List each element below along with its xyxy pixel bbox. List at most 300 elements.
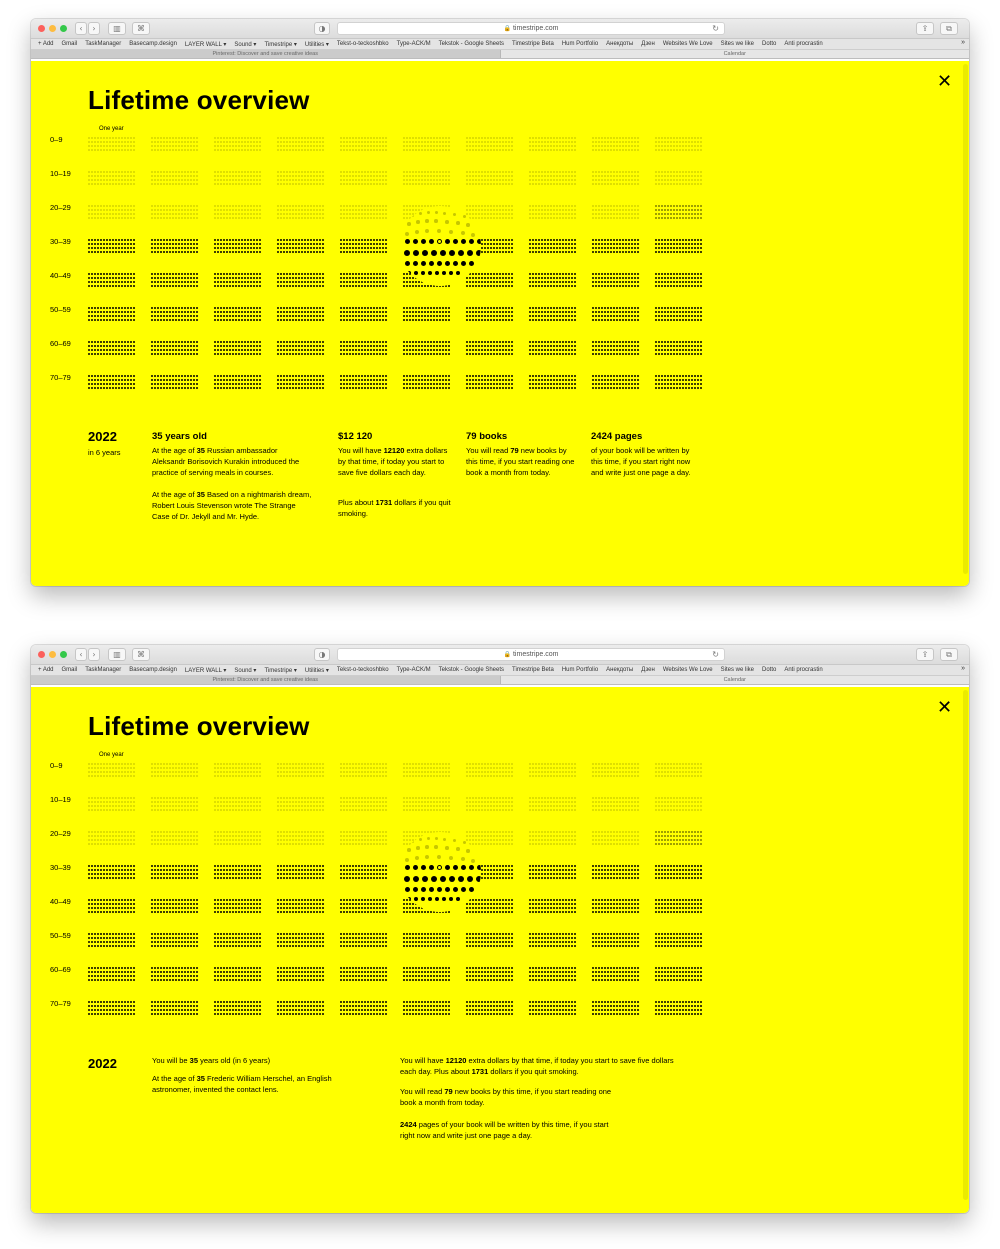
lock-icon: 🔒	[503, 652, 511, 658]
pages-text: of your book will be written by this time, if you start right now and write just one page a day.	[591, 446, 691, 477]
year-cell[interactable]	[592, 797, 639, 821]
week-dot[interactable]	[437, 865, 442, 870]
year-cell[interactable]	[529, 341, 576, 365]
year-cell[interactable]	[655, 797, 702, 821]
year-cell[interactable]	[214, 205, 261, 229]
year-cell[interactable]	[592, 171, 639, 195]
year-cell[interactable]	[655, 137, 702, 161]
week-dot[interactable]	[456, 897, 460, 901]
year-cell[interactable]	[340, 171, 387, 195]
year-cell[interactable]	[277, 763, 324, 787]
year-cell[interactable]	[592, 137, 639, 161]
year-cell[interactable]	[88, 239, 135, 263]
privacy-shield-icon[interactable]: ◑	[314, 648, 330, 661]
year-cell[interactable]	[592, 341, 639, 365]
week-dot[interactable]	[440, 876, 446, 882]
year-cell[interactable]	[529, 205, 576, 229]
year-cell[interactable]	[88, 1001, 135, 1025]
year-cell[interactable]	[88, 797, 135, 821]
week-dot[interactable]	[477, 239, 481, 244]
year-cell[interactable]	[466, 171, 513, 195]
week-dot[interactable]	[461, 261, 466, 266]
year-cell[interactable]	[592, 763, 639, 787]
bookmark-item[interactable]: LAYER WALL ▾	[184, 667, 227, 674]
year-cell[interactable]	[655, 763, 702, 787]
week-dot[interactable]	[453, 261, 458, 266]
year-cell[interactable]	[529, 831, 576, 855]
week-dot[interactable]	[421, 897, 425, 901]
year-cell[interactable]	[214, 171, 261, 195]
week-dot[interactable]	[421, 865, 426, 870]
week-dot[interactable]	[469, 239, 474, 244]
year-cell[interactable]	[340, 205, 387, 229]
week-dot[interactable]	[413, 887, 418, 892]
week-dot[interactable]	[429, 261, 434, 266]
year-cell[interactable]	[88, 375, 135, 399]
new-tab-button[interactable]: ⧉	[940, 648, 958, 661]
back-button[interactable]: ‹	[75, 22, 87, 35]
year-cell[interactable]	[403, 763, 450, 787]
bookmark-item[interactable]: Hum Portfolio	[561, 667, 599, 673]
week-dot[interactable]	[429, 865, 434, 870]
week-dot[interactable]	[449, 897, 453, 901]
year-cell[interactable]	[88, 899, 135, 923]
bookmark-item[interactable]: Dotto	[762, 41, 777, 47]
week-dot[interactable]	[453, 887, 458, 892]
year-cell[interactable]	[403, 137, 450, 161]
year-cell[interactable]	[403, 375, 450, 399]
year-cell[interactable]	[466, 137, 513, 161]
bookmark-item[interactable]: Type-ACK/M	[396, 667, 431, 673]
week-dot[interactable]	[445, 239, 450, 244]
year-cell[interactable]	[529, 273, 576, 297]
week-dot[interactable]	[469, 887, 474, 892]
year-cell[interactable]	[277, 899, 324, 923]
year-cell[interactable]	[466, 341, 513, 365]
year-cell[interactable]	[340, 375, 387, 399]
year-cell[interactable]	[151, 307, 198, 331]
week-dot[interactable]	[407, 271, 411, 275]
bookmark-item[interactable]: Tekstok - Google Sheets	[438, 667, 505, 673]
week-dot[interactable]	[449, 271, 453, 275]
bookmark-item[interactable]: Timestripe ▾	[264, 667, 297, 674]
week-dot[interactable]	[421, 261, 426, 266]
forward-button[interactable]: ›	[88, 22, 100, 35]
year-cell[interactable]	[151, 967, 198, 991]
bookmark-item[interactable]: Tekst-o-teckoshbko	[336, 41, 389, 47]
minimize-window-icon[interactable]	[49, 25, 56, 32]
week-dot[interactable]	[469, 261, 474, 266]
year-cell[interactable]	[655, 967, 702, 991]
year-cell[interactable]	[655, 865, 702, 889]
year-cell[interactable]	[529, 307, 576, 331]
week-dot[interactable]	[449, 250, 455, 256]
year-cell[interactable]	[277, 307, 324, 331]
bookmark-item[interactable]: Dotto	[762, 667, 777, 673]
week-dot[interactable]	[414, 897, 418, 901]
year-cell[interactable]	[88, 865, 135, 889]
week-dot[interactable]	[477, 865, 481, 870]
year-cell[interactable]	[340, 933, 387, 957]
week-dot[interactable]	[413, 250, 419, 256]
year-cell[interactable]	[655, 831, 702, 855]
year-cell[interactable]	[655, 899, 702, 923]
year-cell[interactable]	[277, 1001, 324, 1025]
week-dot[interactable]	[422, 876, 428, 882]
year-cell[interactable]	[151, 341, 198, 365]
year-cell[interactable]	[655, 171, 702, 195]
bookmark-item[interactable]: Timestripe ▾	[264, 41, 297, 48]
week-dot[interactable]	[414, 271, 418, 275]
year-cell[interactable]	[214, 831, 261, 855]
bookmark-item[interactable]: Sites we like	[720, 41, 754, 47]
year-cell[interactable]	[466, 273, 513, 297]
year-cell[interactable]	[151, 171, 198, 195]
year-cell[interactable]	[214, 137, 261, 161]
week-dot[interactable]	[461, 887, 466, 892]
year-cell[interactable]	[592, 273, 639, 297]
bookmark-item[interactable]: Utilities ▾	[304, 667, 329, 674]
year-cell[interactable]	[151, 831, 198, 855]
tab-pinterest[interactable]: Pinterest: Discover and save creative ideas	[31, 50, 501, 58]
year-cell[interactable]	[151, 1001, 198, 1025]
year-cell[interactable]	[214, 967, 261, 991]
year-cell[interactable]	[214, 899, 261, 923]
year-cell[interactable]	[592, 967, 639, 991]
reload-icon[interactable]: ↻	[712, 24, 719, 33]
year-cell[interactable]	[214, 341, 261, 365]
year-cell[interactable]	[277, 375, 324, 399]
year-cell[interactable]	[403, 1001, 450, 1025]
week-dot[interactable]	[437, 887, 442, 892]
privacy-shield-icon[interactable]: ◑	[314, 22, 330, 35]
week-dot[interactable]	[445, 261, 450, 266]
year-cell[interactable]	[340, 307, 387, 331]
year-cell[interactable]	[466, 967, 513, 991]
week-dot[interactable]	[405, 261, 410, 266]
week-dot[interactable]	[467, 250, 473, 256]
week-dot[interactable]	[431, 876, 437, 882]
year-cell[interactable]	[151, 137, 198, 161]
year-cell[interactable]	[466, 307, 513, 331]
bookmarks-overflow-icon[interactable]: »	[958, 39, 965, 46]
year-cell[interactable]	[214, 865, 261, 889]
year-cell[interactable]	[403, 797, 450, 821]
year-cell[interactable]	[592, 899, 639, 923]
bookmark-item[interactable]: Basecamp.design	[129, 667, 177, 673]
week-dot[interactable]	[405, 239, 410, 244]
year-cell[interactable]	[529, 171, 576, 195]
bookmark-item[interactable]: Anti procrastin	[784, 41, 823, 47]
week-dot[interactable]	[404, 250, 410, 256]
year-cell[interactable]	[529, 763, 576, 787]
year-cell[interactable]	[340, 899, 387, 923]
year-cell[interactable]	[277, 239, 324, 263]
week-dot[interactable]	[428, 271, 432, 275]
year-cell[interactable]	[592, 1001, 639, 1025]
year-cell[interactable]	[340, 1001, 387, 1025]
url-text: timestripe.com	[512, 25, 559, 32]
bookmark-item[interactable]: Websites We Love	[662, 41, 713, 47]
year-cell[interactable]	[88, 341, 135, 365]
sidebar-button[interactable]: ▥	[108, 648, 126, 661]
year-cell[interactable]	[277, 137, 324, 161]
bookmark-item[interactable]: Anti procrastin	[784, 667, 823, 673]
week-dot[interactable]	[476, 876, 481, 882]
bookmark-item[interactable]: Utilities ▾	[304, 41, 329, 48]
year-cell[interactable]	[214, 273, 261, 297]
year-cell[interactable]	[88, 273, 135, 297]
week-dot	[463, 215, 466, 218]
bookmark-item[interactable]: Type-ACK/M	[396, 41, 431, 47]
bookmark-item[interactable]: LAYER WALL ▾	[184, 41, 227, 48]
year-cell[interactable]	[340, 341, 387, 365]
week-dot[interactable]	[445, 887, 450, 892]
extension-button[interactable]: ⌘	[132, 648, 150, 661]
close-icon[interactable]: ✕	[937, 71, 953, 92]
week-dot[interactable]	[405, 865, 410, 870]
tab-calendar[interactable]: Calendar	[501, 50, 970, 58]
year-cell[interactable]	[88, 307, 135, 331]
reload-icon[interactable]: ↻	[712, 650, 719, 659]
year-cell[interactable]	[655, 239, 702, 263]
week-dot[interactable]	[445, 865, 450, 870]
year-cell[interactable]	[592, 375, 639, 399]
week-dot[interactable]	[461, 865, 466, 870]
year-cell[interactable]	[88, 171, 135, 195]
year-cell[interactable]	[277, 933, 324, 957]
year-cell[interactable]	[214, 307, 261, 331]
week-dot[interactable]	[428, 897, 432, 901]
year-cell[interactable]	[151, 865, 198, 889]
week-dot[interactable]	[413, 876, 419, 882]
year-cell[interactable]	[151, 205, 198, 229]
year-cell[interactable]	[529, 375, 576, 399]
bookmarks-overflow-icon[interactable]: »	[958, 665, 965, 672]
year-cell[interactable]	[655, 307, 702, 331]
year-cell[interactable]	[151, 239, 198, 263]
year-cell[interactable]	[592, 933, 639, 957]
year-cell[interactable]	[466, 1001, 513, 1025]
year-cell[interactable]	[655, 375, 702, 399]
week-dot	[443, 212, 446, 215]
year-cell[interactable]	[655, 205, 702, 229]
week-dot[interactable]	[458, 250, 464, 256]
week-dot[interactable]	[421, 271, 425, 275]
bookmark-item[interactable]: Basecamp.design	[129, 41, 177, 47]
year-cell[interactable]	[403, 933, 450, 957]
week-dot[interactable]	[421, 887, 426, 892]
week-dot[interactable]	[453, 865, 458, 870]
new-tab-button[interactable]: ⧉	[940, 22, 958, 35]
week-dot[interactable]	[431, 250, 437, 256]
week-dot[interactable]	[435, 897, 439, 901]
year-cell[interactable]	[655, 933, 702, 957]
year-cell[interactable]	[466, 797, 513, 821]
year-cell[interactable]	[340, 273, 387, 297]
close-window-icon[interactable]	[38, 25, 45, 32]
bookmark-item[interactable]: Timestripe Beta	[512, 41, 554, 47]
close-window-icon[interactable]	[38, 651, 45, 658]
year-cell[interactable]	[466, 899, 513, 923]
year-cell[interactable]	[151, 797, 198, 821]
year-cell[interactable]	[214, 933, 261, 957]
week-dot[interactable]	[404, 876, 410, 882]
year-cell[interactable]	[592, 831, 639, 855]
zoom-window-icon[interactable]	[60, 651, 67, 658]
year-cell[interactable]	[214, 239, 261, 263]
year-cell[interactable]	[88, 933, 135, 957]
year-cell[interactable]	[529, 797, 576, 821]
year-cell[interactable]	[529, 933, 576, 957]
week-dot[interactable]	[413, 239, 418, 244]
bookmark-item[interactable]: Hum Portfolio	[561, 41, 599, 47]
week-dot[interactable]	[405, 887, 410, 892]
scrollbar[interactable]	[963, 64, 968, 574]
week-dot[interactable]	[413, 261, 418, 266]
bookmark-item[interactable]: Дзен	[641, 41, 655, 47]
year-cell[interactable]	[88, 763, 135, 787]
week-dot[interactable]	[413, 865, 418, 870]
week-dot	[453, 839, 456, 842]
bookmark-item[interactable]: Gmail	[61, 41, 78, 47]
bookmark-item[interactable]: + Add	[38, 667, 54, 673]
bookmark-item[interactable]: Sound ▾	[234, 41, 257, 48]
year-cell[interactable]	[529, 1001, 576, 1025]
forward-button[interactable]: ›	[88, 648, 100, 661]
week-dot[interactable]	[421, 239, 426, 244]
bookmark-item[interactable]: Анекдоты	[606, 667, 634, 673]
minimize-window-icon[interactable]	[49, 651, 56, 658]
year-cell[interactable]	[592, 239, 639, 263]
year-cell[interactable]	[88, 967, 135, 991]
share-button[interactable]: ⇪	[916, 22, 934, 35]
bookmark-item[interactable]: Tekstok - Google Sheets	[438, 41, 505, 47]
share-button[interactable]: ⇪	[916, 648, 934, 661]
year-cell[interactable]	[592, 865, 639, 889]
bookmark-item[interactable]: TaskManager	[85, 667, 122, 673]
year-cell[interactable]	[277, 865, 324, 889]
year-cell[interactable]	[277, 797, 324, 821]
week-dot[interactable]	[456, 271, 460, 275]
year-cell[interactable]	[529, 899, 576, 923]
week-dot[interactable]	[435, 271, 439, 275]
year-cell[interactable]	[214, 797, 261, 821]
year-cell[interactable]	[529, 967, 576, 991]
year-cell[interactable]	[88, 205, 135, 229]
bookmark-item[interactable]: Дзен	[641, 667, 655, 673]
year-cell[interactable]	[340, 967, 387, 991]
week-dot[interactable]	[429, 887, 434, 892]
year-cell[interactable]	[88, 137, 135, 161]
bookmark-item[interactable]: TaskManager	[85, 41, 122, 47]
week-dot[interactable]	[442, 897, 446, 901]
year-cell[interactable]	[277, 831, 324, 855]
year-cell[interactable]	[403, 967, 450, 991]
year-cell[interactable]	[403, 341, 450, 365]
extension-button[interactable]: ⌘	[132, 22, 150, 35]
year-cell[interactable]	[340, 865, 387, 889]
bookmark-item[interactable]: Gmail	[61, 667, 78, 673]
year-cell[interactable]	[466, 375, 513, 399]
year-cell[interactable]	[277, 171, 324, 195]
year-cell[interactable]	[403, 171, 450, 195]
week-dot[interactable]	[467, 876, 473, 882]
tab-calendar[interactable]: Calendar	[501, 676, 970, 684]
year-cell[interactable]	[214, 1001, 261, 1025]
week-dot[interactable]	[429, 239, 434, 244]
week-dot[interactable]	[422, 250, 428, 256]
bookmark-item[interactable]: Timestripe Beta	[512, 667, 554, 673]
week-dot[interactable]	[449, 876, 455, 882]
week-dot[interactable]	[476, 250, 481, 256]
year-cell[interactable]	[277, 273, 324, 297]
week-dot[interactable]	[437, 261, 442, 266]
year-cell[interactable]	[655, 341, 702, 365]
close-icon[interactable]: ✕	[937, 697, 953, 718]
week-dot[interactable]	[437, 239, 442, 244]
year-cell[interactable]	[340, 831, 387, 855]
year-cell[interactable]	[340, 797, 387, 821]
bookmark-item[interactable]: Websites We Love	[662, 667, 713, 673]
year-cell[interactable]	[340, 239, 387, 263]
year-cell[interactable]	[214, 375, 261, 399]
back-button[interactable]: ‹	[75, 648, 87, 661]
year-cell[interactable]	[466, 763, 513, 787]
bookmark-item[interactable]: Tekst-o-teckoshbko	[336, 667, 389, 673]
sidebar-button[interactable]: ▥	[108, 22, 126, 35]
week-dot[interactable]	[442, 271, 446, 275]
year-cell[interactable]	[655, 1001, 702, 1025]
year-cell[interactable]	[403, 307, 450, 331]
address-bar[interactable]	[337, 22, 725, 35]
week-dot[interactable]	[453, 239, 458, 244]
address-bar[interactable]	[337, 648, 725, 661]
scrollbar[interactable]	[963, 690, 968, 1200]
bookmark-item[interactable]: Sound ▾	[234, 667, 257, 674]
year-cell[interactable]	[151, 375, 198, 399]
year-cell[interactable]	[277, 967, 324, 991]
bookmark-item[interactable]: Анекдоты	[606, 41, 634, 47]
bookmark-item[interactable]: Sites we like	[720, 667, 754, 673]
year-cell[interactable]	[340, 137, 387, 161]
week-dot[interactable]	[458, 876, 464, 882]
bookmark-item[interactable]: + Add	[38, 41, 54, 47]
year-cell[interactable]	[592, 205, 639, 229]
year-cell[interactable]	[151, 933, 198, 957]
year-cell[interactable]	[277, 205, 324, 229]
week-dot[interactable]	[440, 250, 446, 256]
week-dot[interactable]	[407, 897, 411, 901]
year-cell[interactable]	[655, 273, 702, 297]
year-cell[interactable]	[151, 273, 198, 297]
year-cell[interactable]	[151, 899, 198, 923]
year-cell[interactable]	[340, 763, 387, 787]
year-cell[interactable]	[151, 763, 198, 787]
year-cell[interactable]	[529, 137, 576, 161]
week-dot[interactable]	[461, 239, 466, 244]
zoom-window-icon[interactable]	[60, 25, 67, 32]
tab-pinterest[interactable]: Pinterest: Discover and save creative ideas	[31, 676, 501, 684]
year-cell[interactable]	[214, 763, 261, 787]
year-cell[interactable]	[529, 239, 576, 263]
year-cell[interactable]	[277, 341, 324, 365]
year-cell[interactable]	[592, 307, 639, 331]
year-cell[interactable]	[466, 933, 513, 957]
week-dot[interactable]	[469, 865, 474, 870]
year-cell[interactable]	[88, 831, 135, 855]
year-cell[interactable]	[529, 865, 576, 889]
